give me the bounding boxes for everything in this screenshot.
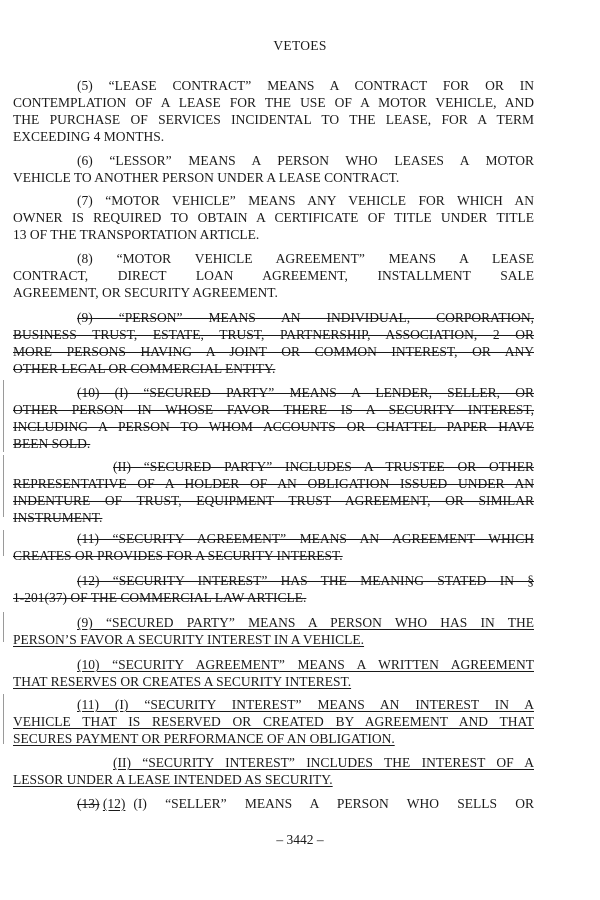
added-definition-secured-party — [13, 614, 534, 648]
text-line: (7) “MOTOR VEHICLE” MEANS ANY VEHICLE FOR WHICH AN — [77, 193, 534, 208]
struck-line: INDENTURE OF TRUST, EQUIPMENT TRUST AGREEMENT, OR SIMILAR — [13, 493, 534, 508]
revision-bar — [3, 380, 4, 452]
old-number: (13) — [77, 796, 100, 811]
page-header-title: VETOES — [273, 38, 327, 53]
text-line: 13 OF THE TRANSPORTATION ARTICLE. — [13, 227, 260, 242]
definition-lessor — [13, 152, 534, 186]
struck-line: CREATES OR PROVIDES FOR A SECURITY INTEREST. — [13, 548, 343, 563]
text-line — [13, 795, 534, 812]
text-line: (5) “LEASE CONTRACT” MEANS A CONTRACT FOR OR IN — [77, 78, 534, 93]
underlined-line: PERSON’S FAVOR A SECURITY INTEREST IN A VEHICLE. — [13, 632, 365, 647]
deleted-definition-secured-party — [13, 384, 534, 452]
deleted-definition-security-interest — [13, 572, 534, 606]
struck-line: OTHER LEGAL OR COMMERCIAL ENTITY. — [13, 361, 276, 376]
text-line: (8) “MOTOR VEHICLE AGREEMENT” MEANS A LEASE — [77, 251, 534, 266]
deleted-definition-secured-party-ii — [13, 458, 534, 526]
struck-line: MORE PERSONS HAVING A JOINT OR COMMON INTEREST, OR ANY — [13, 344, 534, 359]
seller-text: (I) “SELLER” MEANS A PERSON WHO SELLS OR — [133, 796, 534, 811]
text-line: THE PURCHASE OF SERVICES INCIDENTAL TO THE LEASE, FOR A TERM — [13, 112, 534, 127]
revision-bar — [3, 694, 4, 744]
revision-bar — [3, 455, 4, 517]
renumbered-label — [77, 795, 125, 812]
definition-seller — [13, 795, 534, 812]
struck-line: (9) “PERSON” MEANS AN INDIVIDUAL, CORPORATION, — [77, 310, 534, 325]
deleted-definition-security-agreement — [13, 530, 534, 564]
struck-line: (10) (I) “SECURED PARTY” MEANS A LENDER, SELLER, OR — [77, 385, 534, 400]
underlined-line: (9) “SECURED PARTY” MEANS A PERSON WHO HAS IN THE — [77, 615, 534, 630]
revision-bar — [3, 530, 4, 556]
text-line: CONTRACT, DIRECT LOAN AGREEMENT, INSTALLMENT SALE — [13, 268, 534, 283]
struck-line: REPRESENTATIVE OF A HOLDER OF AN OBLIGATION ISSUED UNDER AN — [13, 476, 534, 491]
struck-line: (12) “SECURITY INTEREST” HAS THE MEANING STATED IN § — [77, 573, 534, 588]
underlined-line: THAT RESERVES OR CREATES A SECURITY INTEREST. — [13, 674, 352, 689]
added-definition-security-interest-ii — [13, 754, 534, 788]
definition-lease-contract — [13, 77, 534, 145]
definition-motor-vehicle-agreement — [13, 250, 534, 301]
page-number: – 3442 – — [276, 832, 324, 847]
deleted-definition-person — [13, 309, 534, 377]
underlined-line: (II) “SECURITY INTEREST” INCLUDES THE INTEREST OF A — [113, 755, 534, 770]
text-line: VEHICLE TO ANOTHER PERSON UNDER A LEASE CONTRACT. — [13, 170, 400, 185]
struck-line: INCLUDING A PERSON TO WHOM ACCOUNTS OR CHATTEL PAPER HAVE — [13, 419, 534, 434]
struck-line: INSTRUMENT. — [13, 510, 103, 525]
underlined-line: VEHICLE THAT IS RESERVED OR CREATED BY AGREEMENT AND THAT — [13, 714, 534, 729]
struck-line: (11) “SECURITY AGREEMENT” MEANS AN AGREEMENT WHICH — [77, 531, 534, 546]
definition-motor-vehicle — [13, 192, 534, 243]
underlined-line: (11) (I) “SECURITY INTEREST” MEANS AN INTEREST IN A — [77, 697, 534, 712]
text-line: OWNER IS REQUIRED TO OBTAIN A CERTIFICATE OF TITLE UNDER TITLE — [13, 210, 534, 225]
underlined-line: SECURES PAYMENT OR PERFORMANCE OF AN OBLIGATION. — [13, 731, 395, 746]
new-number: (12) — [102, 796, 126, 811]
struck-line: (II) “SECURED PARTY” INCLUDES A TRUSTEE OR OTHER — [113, 459, 534, 474]
text-line: AGREEMENT, OR SECURITY AGREEMENT. — [13, 285, 278, 300]
struck-line: OTHER PERSON IN WHOSE FAVOR THERE IS A SECURITY INTEREST, — [13, 402, 534, 417]
struck-line: BEEN SOLD. — [13, 436, 91, 451]
added-definition-security-agreement — [13, 656, 534, 690]
struck-line: 1-201(37) OF THE COMMERCIAL LAW ARTICLE. — [13, 590, 307, 605]
text-line: (6) “LESSOR” MEANS A PERSON WHO LEASES A MOTOR — [77, 153, 534, 168]
underlined-line: LESSOR UNDER A LEASE INTENDED AS SECURITY. — [13, 772, 333, 787]
struck-line: BUSINESS TRUST, ESTATE, TRUST, PARTNERSHIP, ASSOCIATION, 2 OR — [13, 327, 534, 342]
text-line: EXCEEDING 4 MONTHS. — [13, 129, 165, 144]
underlined-line: (10) “SECURITY AGREEMENT” MEANS A WRITTEN AGREEMENT — [77, 657, 534, 672]
added-definition-security-interest — [13, 696, 534, 747]
revision-bar — [3, 612, 4, 642]
text-line: CONTEMPLATION OF A LEASE FOR THE USE OF A MOTOR VEHICLE, AND — [13, 95, 534, 110]
